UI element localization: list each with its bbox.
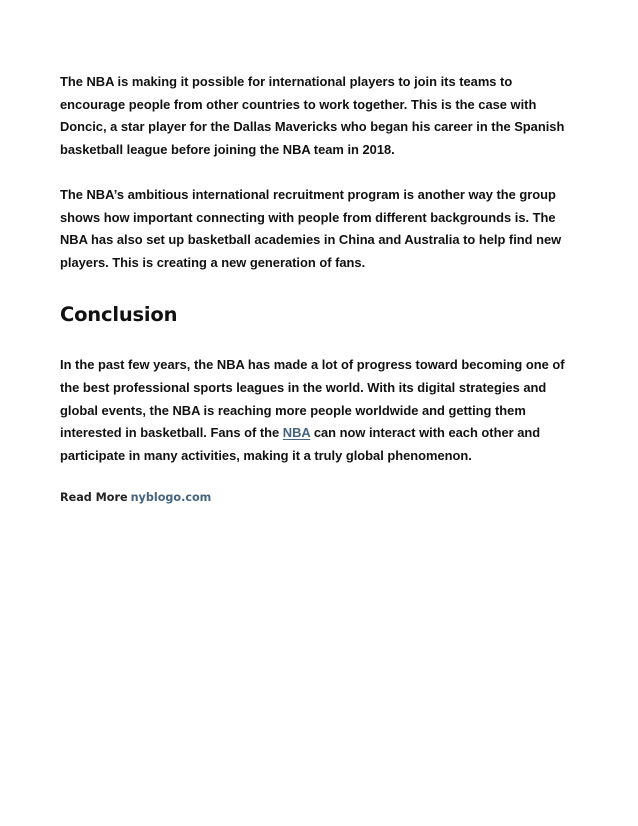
nba-link[interactable]: NBA: [282, 425, 311, 441]
read-more-label: Read More: [60, 491, 128, 505]
read-more-line: [60, 490, 580, 506]
paragraph-recruitment-program: The NBA’s ambitious international recruitment program is another way the group shows how important connecting with people from different backgrounds is. The NBA has also set up basketball academies in China and Australia to help find new players. This is creating a new generation of fans.: [60, 186, 562, 270]
paragraph-conclusion: [60, 354, 580, 467]
paragraph-conclusion-text-start: In the past few years, the NBA has made a lot of progress toward becoming one of the best professional sports leagues in the world. With its digital strategies and global events, the NBA is reaching more people worldwide and getting them interested in basketball. Fans of the: [60, 357, 565, 441]
article-body: [60, 71, 580, 506]
paragraph-international-players: The NBA is making it possible for international players to join its teams to encourage people from other countries to work together. This is the case with Doncic, a star player for the Dallas Mavericks who began his career in the Spanish basketball league before joining the NBA team in 2018.: [60, 74, 565, 157]
read-more-site-link[interactable]: nyblogo.com: [130, 491, 212, 505]
conclusion-heading: Conclusion: [60, 303, 178, 327]
paragraph-conclusion-text-end: can now interact with each other and participate in many activities, making it a truly global phenomenon.: [60, 425, 541, 463]
